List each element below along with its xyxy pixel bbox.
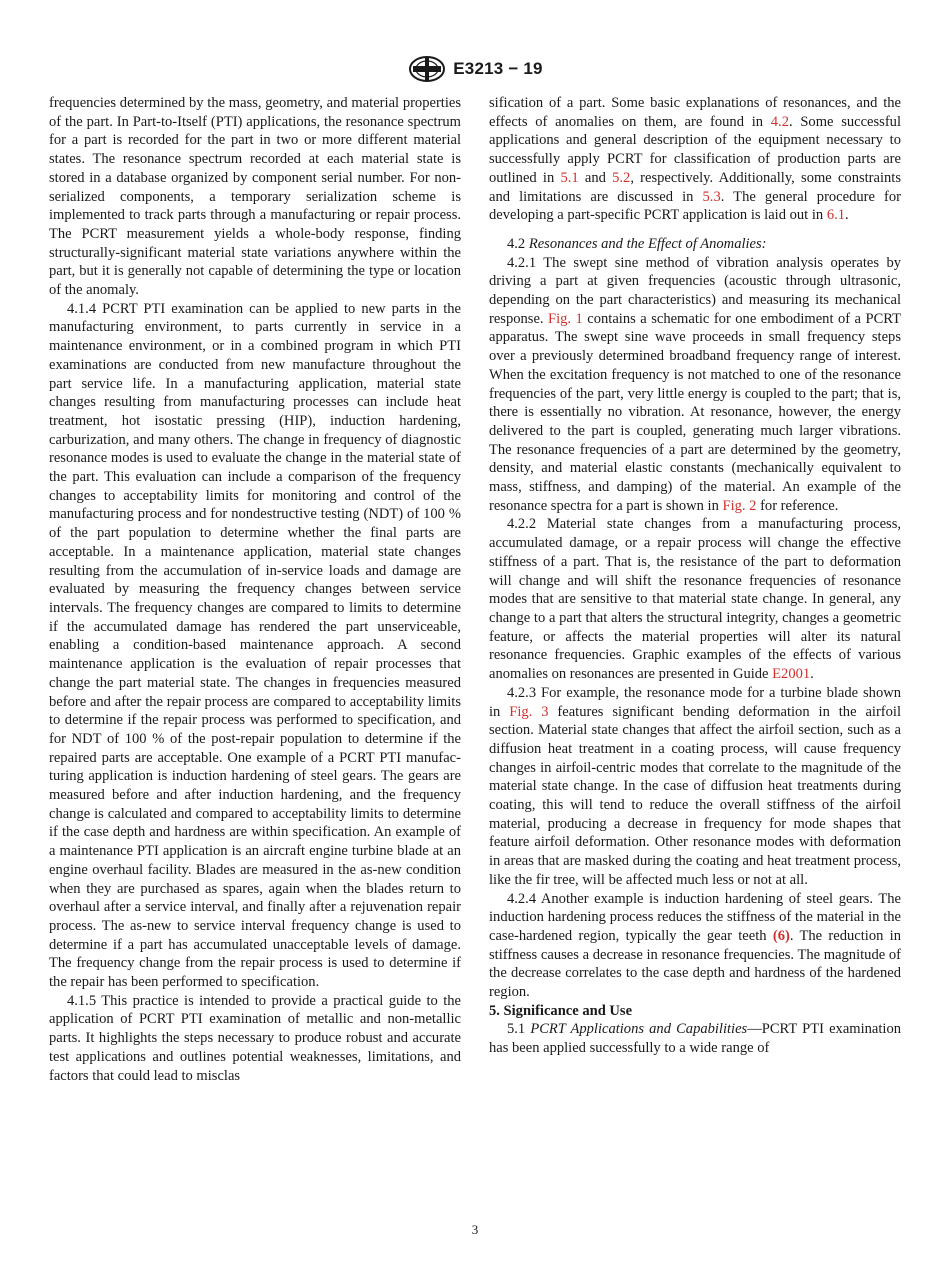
text: . Some successful applications and general description of the equipment necessary to successfully apply PCRT for classification of production parts are outlined in [489, 113, 902, 186]
text: . The general procedure for developing a part-specific PCRT application is laid out in [489, 188, 901, 224]
astm-logo-icon [407, 55, 447, 83]
text: for reference. [756, 497, 839, 514]
paragraph-4-2-3 [489, 684, 901, 890]
link-section-5-3[interactable]: 5.3 [702, 188, 721, 205]
link-section-5-2[interactable]: 5.2 [612, 169, 631, 186]
section-title: PCRT Applications and Capabilities [530, 1021, 748, 1038]
link-section-4-2[interactable]: 4.2 [770, 113, 789, 130]
text: 4.2.3 For example, the resonance mode for a turbine blade shown in [489, 684, 901, 720]
paragraph-4-1-4: 4.1.4 PCRT PTI examination can be applied to new parts in the manufacturing environment, to parts currently in service in a maintenance environment, or in a combined program in which PTI examinations are conducted from new manufacture throughout the part service life. In a manufacturing application, material state changes resulting from manufacturing processes can include heat treatment, hot isostatic pressing (HIP), induction hardening, carburization, and many others. The change in frequency of diagnostic resonance modes is used to evaluate the change in the material state of the part. This evaluation can include a comparison of the frequency changes to acceptability limits for monitoring and control of the manufacturing process and for nondestructive testing (NDT) of 100 % of the part population to determine whether the final parts are acceptable. In a maintenance application, material state changes resulting from the accumulation of in-service loads and damage are evaluated by measuring the frequency changes between service intervals. The frequency changes are compared to limits to determine if the accumulated damage has rendered the part unserviceable, enabling a condition-based maintenance approach. A second maintenance application is the evaluation of repair processes that change the part material state. The changes in frequencies measured before and after the repair process are compared to acceptability limits to determine if the repair process was performed to specification, and for NDT of 100 % of the post-repair population to determine if the repaired parts are acceptable. One example of a PCRT PTI manufacturing application is induction hardening of steel gears. The gears are measured before and after induction hardening, and the frequency change is calculated and compared to acceptability limits to determine if the case depth and hardness are within specification. An example of a maintenance PTI application is an aircraft engine turbine blade at an engine overhaul facility. Blades are measured in the as-new condition when they are purchased as spares, again when the blades return to overhaul after a service interval, and finally after a rejuvenation repair process. The as-new to service interval frequency change is used to determine if a part has accumulated unacceptable levels of damage. The frequency change from the repair process is used to determine if the repair has been performed to specification. [49, 300, 461, 991]
link-fig-1[interactable]: Fig. 1 [548, 310, 583, 327]
text: 4.2.1 The swept sine method of vibration analysis operates by driving a part at given frequencies (acoustic through ultrasonic, depending on the part characteristics) and measuring its mechanical response. [489, 254, 901, 327]
text: —PCRT PTI examination has been applied successfully to a wide range of [489, 1021, 901, 1057]
paragraph-4-1-5: 4.1.5 This practice is intended to provide a practical guide to the application of PCRT PTI examination of metallic and non-metallic parts. It highlights the steps necessary to produce robust and accurate test applications and outlines potential weaknesses, limitations, and factors that could lead to misclas [49, 992, 461, 1084]
section-number: 5.1 [507, 1021, 531, 1038]
link-guide-e2001[interactable]: E2001 [772, 666, 811, 683]
link-section-6-1[interactable]: 6.1 [826, 207, 845, 224]
paragraph: frequencies determined by the mass, geometry, and material properties of the part. In Part-to-Itself (PTI) applications, the resonance spectrum for a part is recorded for the part in two or more different material states. The resonance spectrum recorded at each material state is stored in a database organized by component serial number. For non-serialized components, a temporary serialization scheme is implemented to track parts through a manufacturing or repair process. The PCRT measurement yields a whole-body response, finding structurally-significant material state variations anywhere within the part, but it is generally not capable of determining the type or location of the anomaly. [49, 95, 461, 299]
text: sification of a part. Some basic explanations of resonances, and the effects of anomalies on them, are found in [489, 95, 901, 130]
paragraph-4-2-2 [489, 515, 901, 683]
paragraph-4-2-1 [489, 254, 901, 516]
page-number: 3 [471, 1222, 479, 1237]
paragraph-5-1 [489, 1020, 901, 1057]
text: . [845, 207, 849, 224]
section-number: 4.2 [507, 235, 529, 252]
section-title: Resonances and the Effect of Anomalies: [528, 235, 767, 252]
section-5-heading: 5. Significance and Use [489, 1002, 633, 1019]
link-fig-2[interactable]: Fig. 2 [722, 497, 757, 514]
link-fig-3[interactable]: Fig. 3 [509, 703, 549, 720]
text: features significant bending deformation in the airfoil section. Material state changes that affect the airfoil section, such as a diffusion heat treatment in a coating process, will cause frequency changes in airfoil-centric modes that correlate to the magnitude of the material state change. In the case of diffusion heat treatments during coating, this will tend to reduce the overall stiffness of the airfoil material, producing a decrease in frequency for mode shapes that feature airfoil deformation. Other resonance modes with deformation in areas that are masked during the coating and heat treatment process, like the fir tree, will be affected much less or not at all. [489, 703, 902, 888]
text: . The reduction in stiffness causes a decrease in resonance frequencies. The magnitude of the decrease correlates to the case depth and hardness of the hardened region. [489, 927, 901, 1001]
link-section-5-1[interactable]: 5.1 [560, 169, 579, 186]
section-4-2-heading [489, 235, 901, 254]
paragraph-continued [489, 94, 901, 225]
link-reference-6[interactable]: (6) [772, 927, 790, 944]
text: , respectively. Additionally, some constraints and limitations are discussed in [489, 169, 902, 205]
text: and [578, 169, 613, 186]
standard-designation: E3213 − 19 [453, 59, 543, 78]
text: contains a schematic for one embodiment of a PCRT apparatus. The swept sine wave proceeds in small frequency steps over a previously determined broadband frequency range of interest. When the excitation frequency is not matched to one of the resonance frequencies of the part, very little energy is coupled to the part; that is, there is essentially no vibration. At resonance, however, the energy delivered to the part is coupled, generating much larger vibrations. The resonance frequencies of a part are determined by the geometry, density, and material elastic constants (mechanically equivalent to mass, stiffness, and damping) of the material. An example of the resonance spectra for a part is shown in [489, 310, 902, 514]
paragraph-4-2-4 [489, 890, 901, 1002]
left-column [49, 94, 461, 1085]
text: 4.2.2 Material state changes from a manufacturing process, accumulated damage, or a repair process will change the effective stiffness of a part. That is, the resistance of the part to deformation will change and will shift the resonance frequencies of resonance modes that are sensitive to that material state change. In general, any change to a part that alters the structural integrity, changes a geometric feature, or affects the material properties will alter its natural resonance frequencies. Graphic examples of the effects of various anomalies on resonances are presented in Guide [489, 516, 901, 683]
right-column [489, 94, 901, 1058]
text: . [810, 666, 814, 683]
text: 4.2.4 Another example is induction hardening of steel gears. The induction hardening process reduces the stiffness of the material in the case-hardened region, typically the gear teeth [489, 890, 901, 944]
page-header [0, 54, 950, 84]
